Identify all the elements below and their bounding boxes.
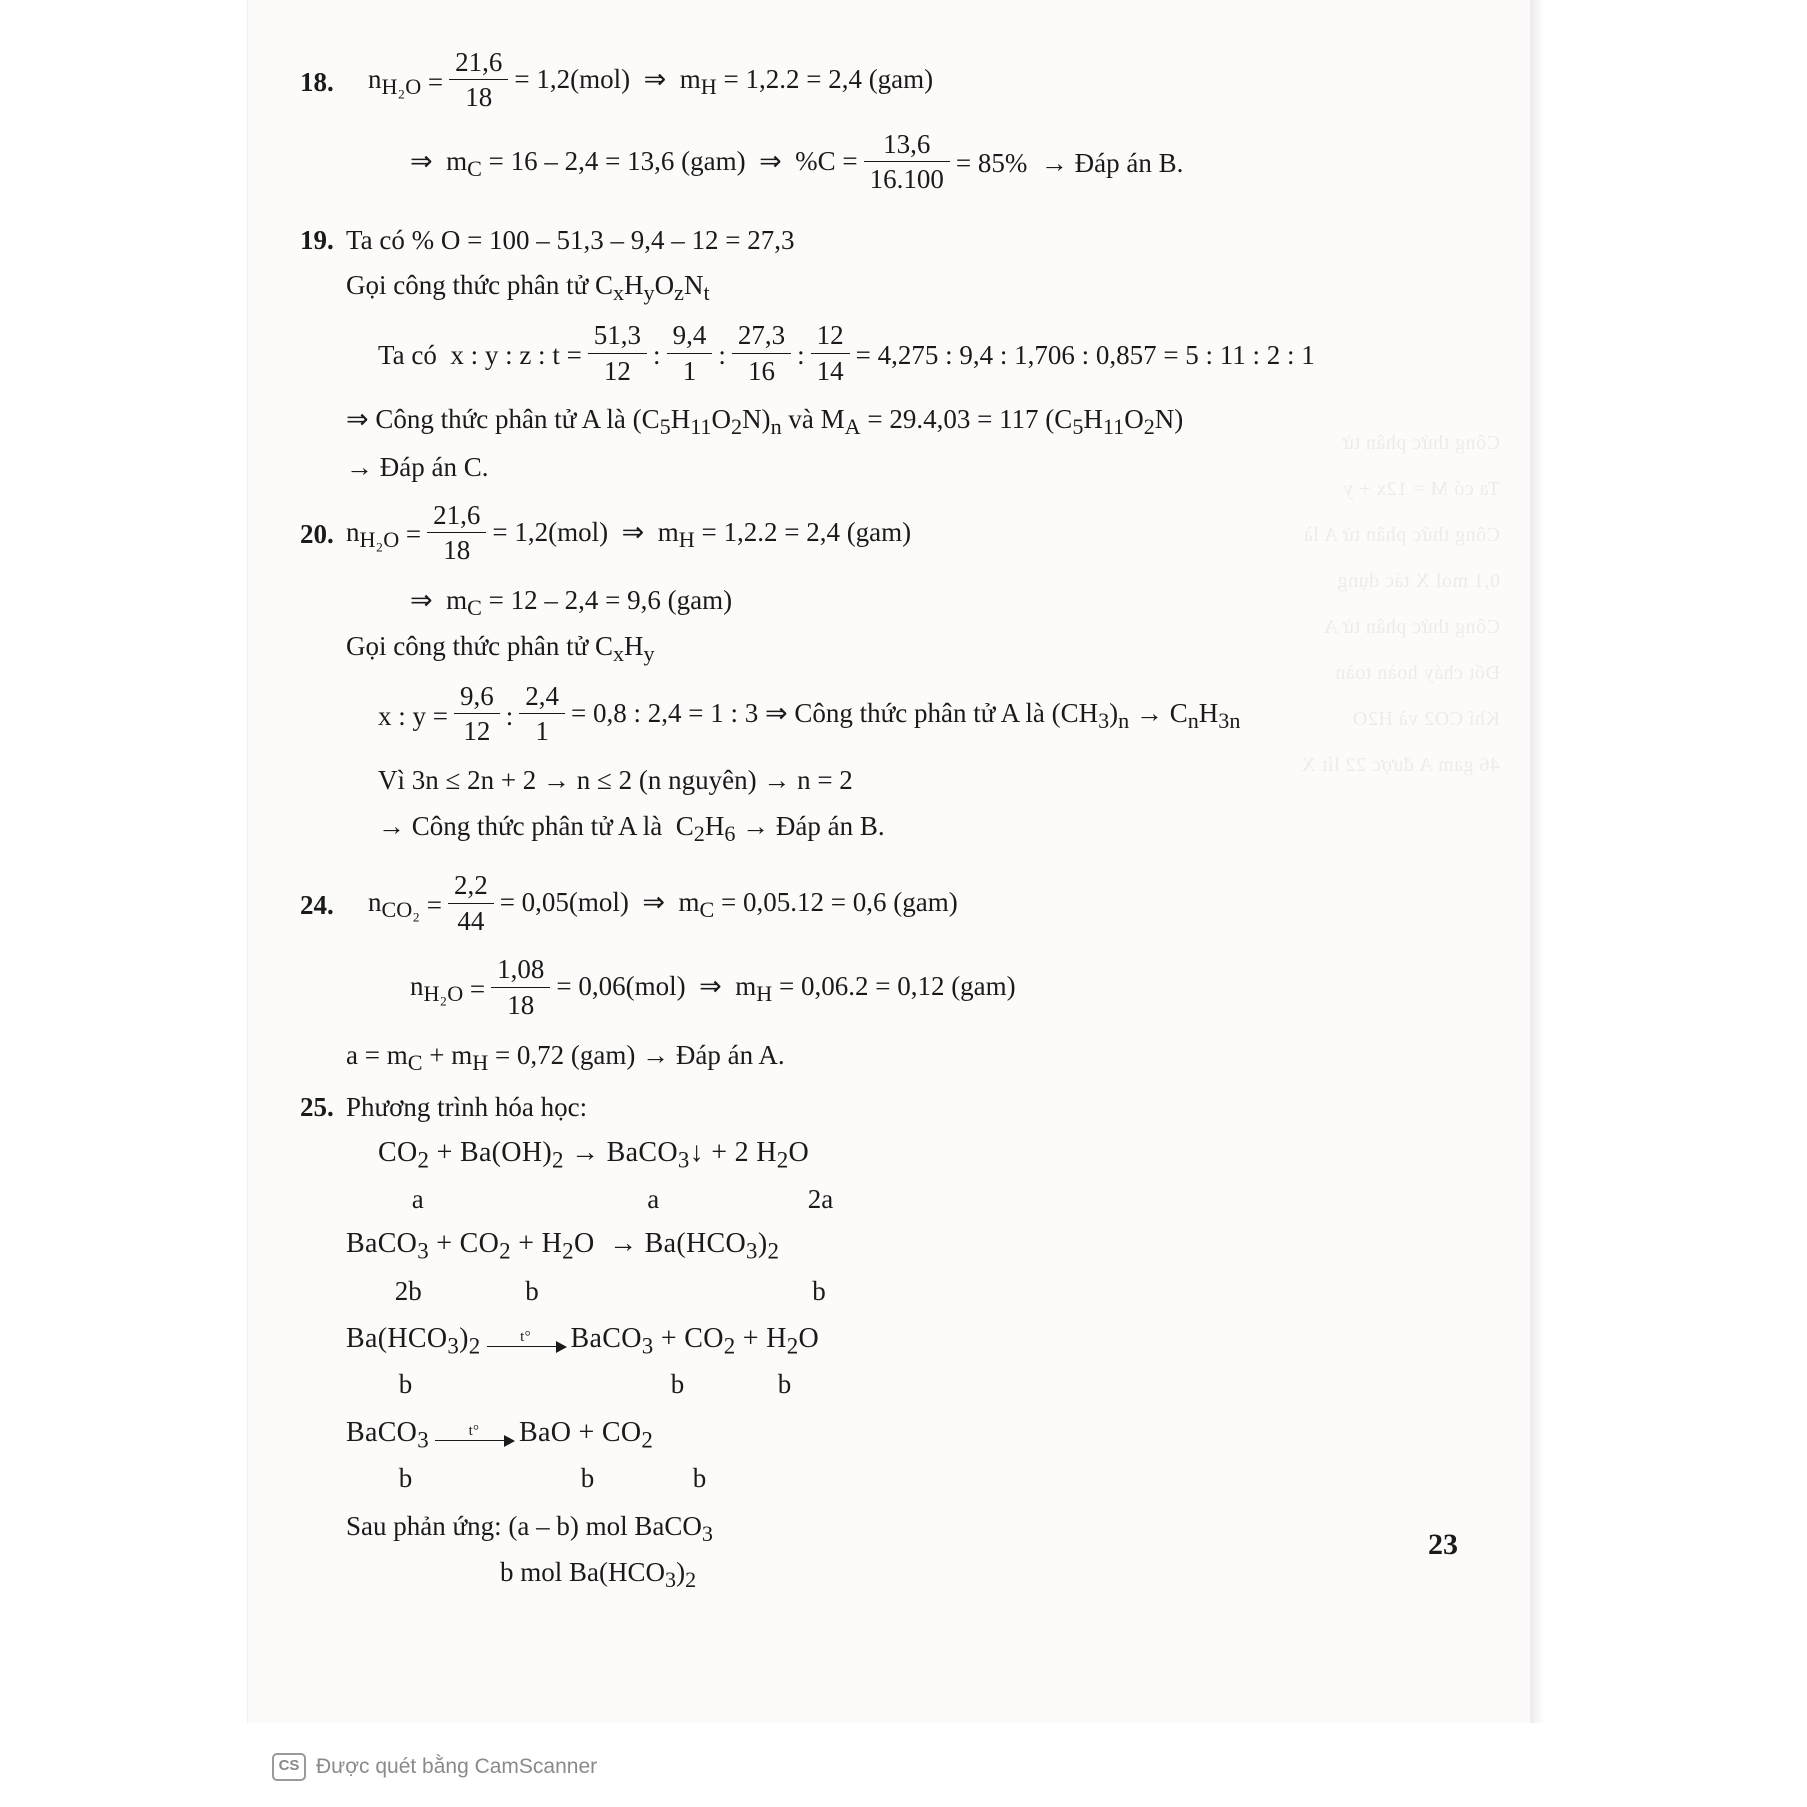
page-number: 23 bbox=[1428, 1528, 1458, 1561]
fraction-21.6-over-18: $\frac{21,6}{18}$ bbox=[449, 46, 508, 114]
fraction-51.3-over-12: $\frac{51,3}{12}$ bbox=[588, 319, 647, 387]
solution-line-20c: Gọi công thức phân tử $C_xH_y$ bbox=[346, 631, 655, 667]
item-number-18: 18. bbox=[300, 66, 334, 97]
solution-line-24c: $a = m_C + m_H = 0,72$ (gam) → Đáp án A. bbox=[346, 1040, 785, 1076]
coefficient: 2b bbox=[394, 1275, 422, 1306]
coefficient: a bbox=[411, 1183, 424, 1214]
reaction-1: $CO_2 + Ba(OH)_2$ → BaCO$_3$↓ + 2 $H_2O$ bbox=[378, 1136, 810, 1173]
thermal-arrow-icon: t° bbox=[435, 1424, 513, 1441]
solution-line-20e: Vì 3n ≤ 2n + 2 → n ≤ 2 (n nguyên) → n = 2 bbox=[378, 764, 853, 795]
formula-n-h2o: $n_{H_2O}$ bbox=[368, 64, 422, 100]
coefficient: b bbox=[812, 1275, 826, 1306]
item-number-19: 19. bbox=[300, 224, 334, 255]
solution-line-20b: ⇒ $m_C = 12 - 2,4 = 9,6$ (gam) bbox=[410, 585, 733, 621]
solution-line-24a: 24. $n_{CO_2}$ = $\frac{2,2}{44}$ = 0,05(mol) ⇒ $m_C = 0,05.12 = 0,6$ (gam) bbox=[300, 870, 958, 936]
solution-line-20a: 20. $n_{H_2O}$ = $\frac{21,6}{18}$ = 1,2(mol) ⇒ $m_H = 1,2.2 = 2,4$ (gam) bbox=[300, 499, 912, 565]
camscanner-text: Được quét bằng CamScanner bbox=[316, 1755, 598, 1778]
coefficient: b bbox=[398, 1369, 413, 1400]
coefficient: b bbox=[525, 1275, 539, 1306]
item-number-24: 24. bbox=[300, 890, 334, 921]
item-number-25: 25. bbox=[300, 1091, 334, 1122]
fraction-9.4-over-1: $\frac{9,4}{1}$ bbox=[667, 319, 713, 387]
formula-n-co2: $n_{CO_2}$ bbox=[368, 887, 420, 923]
solution-line-18a: 18. $n_{H_2O}$ = $\frac{21,6}{18}$ = 1,2(mol) ⇒ $m_H = 1,2.2 = 2,4$ (gam) bbox=[300, 47, 934, 113]
solution-line-19e: → Đáp án C. bbox=[346, 451, 489, 482]
solution-line-19d: ⇒ Công thức phân tử A là $(C_5H_{11}O_2N)_n$ và $M_A = 29.4,03 = 117$ $(C_5H_{11}O_2N)$ bbox=[346, 403, 1184, 440]
item-number-20: 20. bbox=[300, 519, 334, 550]
solution-line-20f: → Công thức phân tử A là $C_2H_6$ → Đáp án B. bbox=[378, 810, 885, 846]
reaction-2-coefficients bbox=[300, 1275, 1510, 1309]
thermal-arrow-icon: t° bbox=[487, 1330, 565, 1347]
solution-line-25-title: 25. Phương trình hóa học: bbox=[300, 1091, 1510, 1125]
fraction-2.2-over-44: $\frac{2,2}{44}$ bbox=[448, 869, 494, 937]
solution-line-19b: Gọi công thức phân tử $C_xH_yO_zN_t$ bbox=[346, 270, 710, 306]
formula-n-h2o-24: $n_{H_2O}$ bbox=[410, 971, 464, 1007]
fraction-12-over-14: $\frac{12}{14}$ bbox=[811, 319, 850, 387]
camscanner-watermark bbox=[272, 1753, 597, 1781]
fraction-9.6-over-12: $\frac{9,6}{12}$ bbox=[454, 680, 500, 748]
camscanner-logo-icon: CS bbox=[272, 1753, 306, 1781]
fraction-13.6-over-16.100: $\frac{13,6}{16.100}$ bbox=[864, 128, 950, 196]
formula-n-h2o-20: $n_{H_2O}$ bbox=[346, 516, 400, 552]
reaction-1-coefficients bbox=[300, 1183, 1510, 1217]
fraction-21.6-over-18-b: $\frac{21,6}{18}$ bbox=[427, 499, 486, 567]
page-edge-shadow bbox=[1530, 0, 1544, 1723]
solution-line-20d: x : y = $\frac{9,6}{12}$ : $\frac{2,4}{1}$ = 0,8 : 2,4 = 1 : 3 ⇒ Công thức phân tử A là $(CH_3)_n \to C_nH_{3n}$ bbox=[378, 681, 1241, 747]
reaction-4-coefficients bbox=[300, 1462, 1510, 1496]
coefficient: 2a bbox=[807, 1183, 834, 1214]
coefficient: a bbox=[647, 1183, 660, 1214]
reaction-2: BaCO$_3$ + $CO_2 + H_2O \to Ba(HCO_3)_2$ bbox=[346, 1228, 780, 1264]
coefficient: b bbox=[692, 1463, 707, 1493]
reaction-4: BaCO$_3$ t° BaO + $CO_2$ bbox=[346, 1417, 654, 1453]
fraction-2.4-over-1: $\frac{2,4}{1}$ bbox=[519, 680, 565, 748]
solution-line-19c: Ta có x : y : z : t = $\frac{51,3}{12}$ : $\frac{9,4}{1}$ : $\frac{27,3}{16}$ : $\frac{12}{14}$ = 4,275 : 9,4 : 1,706 : 0,857 = 5 : 11 : 2 : 1 bbox=[378, 320, 1315, 386]
coefficient: b bbox=[398, 1463, 413, 1493]
fraction-1.08-over-18: $\frac{1,08}{18}$ bbox=[491, 953, 550, 1021]
coefficient: b bbox=[777, 1369, 792, 1400]
result-line-1: Sau phản ứng: (a – b) mol BaCO$_3$ bbox=[346, 1510, 713, 1546]
reaction-3: $Ba(HCO_3)_2$ t° BaCO$_3$ + $CO_2 + H_2O$ bbox=[346, 1323, 820, 1359]
solution-line-18b: ⇒ $m_C = 16 - 2,4 = 13,6$ (gam) ⇒ %C = $\frac{13,6}{16.100}$ = 85% → Đáp án B. bbox=[410, 128, 1184, 195]
coefficient: b bbox=[580, 1463, 595, 1493]
coefficient: b bbox=[670, 1369, 685, 1400]
fraction-27.3-over-16: $\frac{27,3}{16}$ bbox=[732, 319, 791, 387]
result-line-2: b mol $Ba(HCO_3)_2$ bbox=[500, 1556, 697, 1592]
solution-line-24b: $n_{H_2O}$ = $\frac{1,08}{18}$ = 0,06(mol) ⇒ $m_H = 0,06.2 = 0,12$ (gam) bbox=[410, 954, 1016, 1020]
reaction-3-coefficients bbox=[300, 1368, 1510, 1402]
solution-line-19a: 19. Ta có % O = 100 – 51,3 – 9,4 – 12 = 27,3 bbox=[300, 224, 1510, 258]
page-content bbox=[300, 42, 1510, 1597]
